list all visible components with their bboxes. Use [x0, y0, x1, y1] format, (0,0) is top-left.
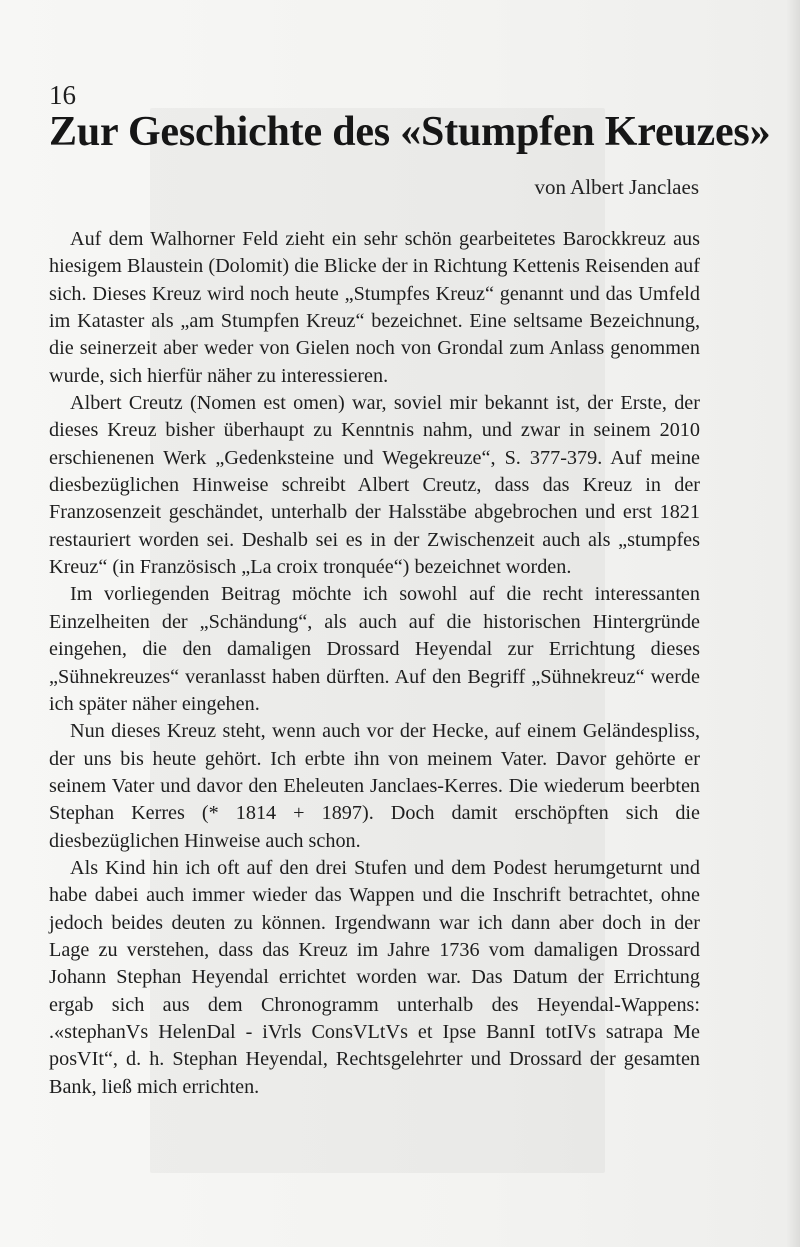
paragraph-4: Nun dieses Kreuz steht, wenn auch vor der Hecke, auf einem Geländespliss, der uns bis heute gehört. Ich erbte ihn von meinem Vater. Davor gehörte er seinem Vater und davor den Eheleuten Janclaes-Kerres. Die wiederum beerbten Stephan Kerres (* 1814 + 1897). Doch damit erschöpften sich die diesbezüglichen Hinweise auch schon.	[49, 720, 700, 852]
article-author: von Albert Janclaes	[534, 175, 699, 199]
paragraph-2: Albert Creutz (Nomen est omen) war, soviel mir bekannt ist, der Erste, der dieses Kreuz bisher überhaupt zu Kenntnis nahm, und zwar in seinem 2010 erschienenen Werk „Gedenksteine und Wegekreuze“, S. 377-379. Auf meine diesbezüglichen Hinweise schreibt Albert Creutz, dass das Kreuz in der Franzosenzeit geschändet, unterhalb der Halsstäbe abgebrochen und erst 1821 restauriert worden sei. Deshalb sei es in der Zwischenzeit auch als „stumpfes Kreuz“ (in Französisch „La croix tronquée“) bezeichnet worden.	[49, 392, 700, 579]
paragraph-1: Auf dem Walhorner Feld zieht ein sehr schön gearbeitetes Barockkreuz aus hiesigem Blaustein (Dolomit) die Blicke der in Richtung Kettenis Reisenden auf sich. Dieses Kreuz wird noch heute „Stumpfes Kreuz“ genannt und das Umfeld im Kataster als „am Stumpfen Kreuz“ bezeichnet. Eine seltsame Bezeichnung, die seinerzeit aber weder von Gielen noch von Grondal zum Anlass genommen wurde, sich hierfür näher zu interessieren.	[49, 228, 700, 387]
paragraph-5: Als Kind hin ich oft auf den drei Stufen und dem Podest herumgeturnt und habe dabei auch immer wieder das Wappen und die Inschrift betrachtet, ohne jedoch beides deuten zu können. Irgendwann war ich dann aber doch in der Lage zu verstehen, dass das Kreuz im Jahre 1736 vom damaligen Drossard Johann Stephan Heyendal errichtet worden war. Das Datum der Errichtung ergab sich aus dem Chronogramm unterhalb des Heyendal-Wappens: .«stephanVs HelenDal - iVrls ConsVLtVs et Ipse BannI totIVs satrapa Me posVIt“, d. h. Stephan Heyendal, Rechtsgelehrter und Drossard der gesamten Bank, ließ mich errichten.	[49, 856, 700, 1098]
page-number: 16	[49, 80, 76, 110]
page-edge-shadow	[786, 0, 800, 1247]
paragraph-3: Im vorliegenden Beitrag möchte ich sowohl auf die recht interessanten Einzelheiten der „Schändung“, als auch auf die historischen Hintergründe eingehen, die den damaligen Drossard Heyendal zur Errichtung dieses „Sühnekreuzes“ veranlasst haben dürften. Auf den Begriff „Sühnekreuz“ werde ich später näher eingehen.	[49, 583, 700, 715]
article-title: Zur Geschichte des «Stumpfen Kreuzes»	[49, 109, 771, 155]
article-body	[49, 226, 700, 1101]
